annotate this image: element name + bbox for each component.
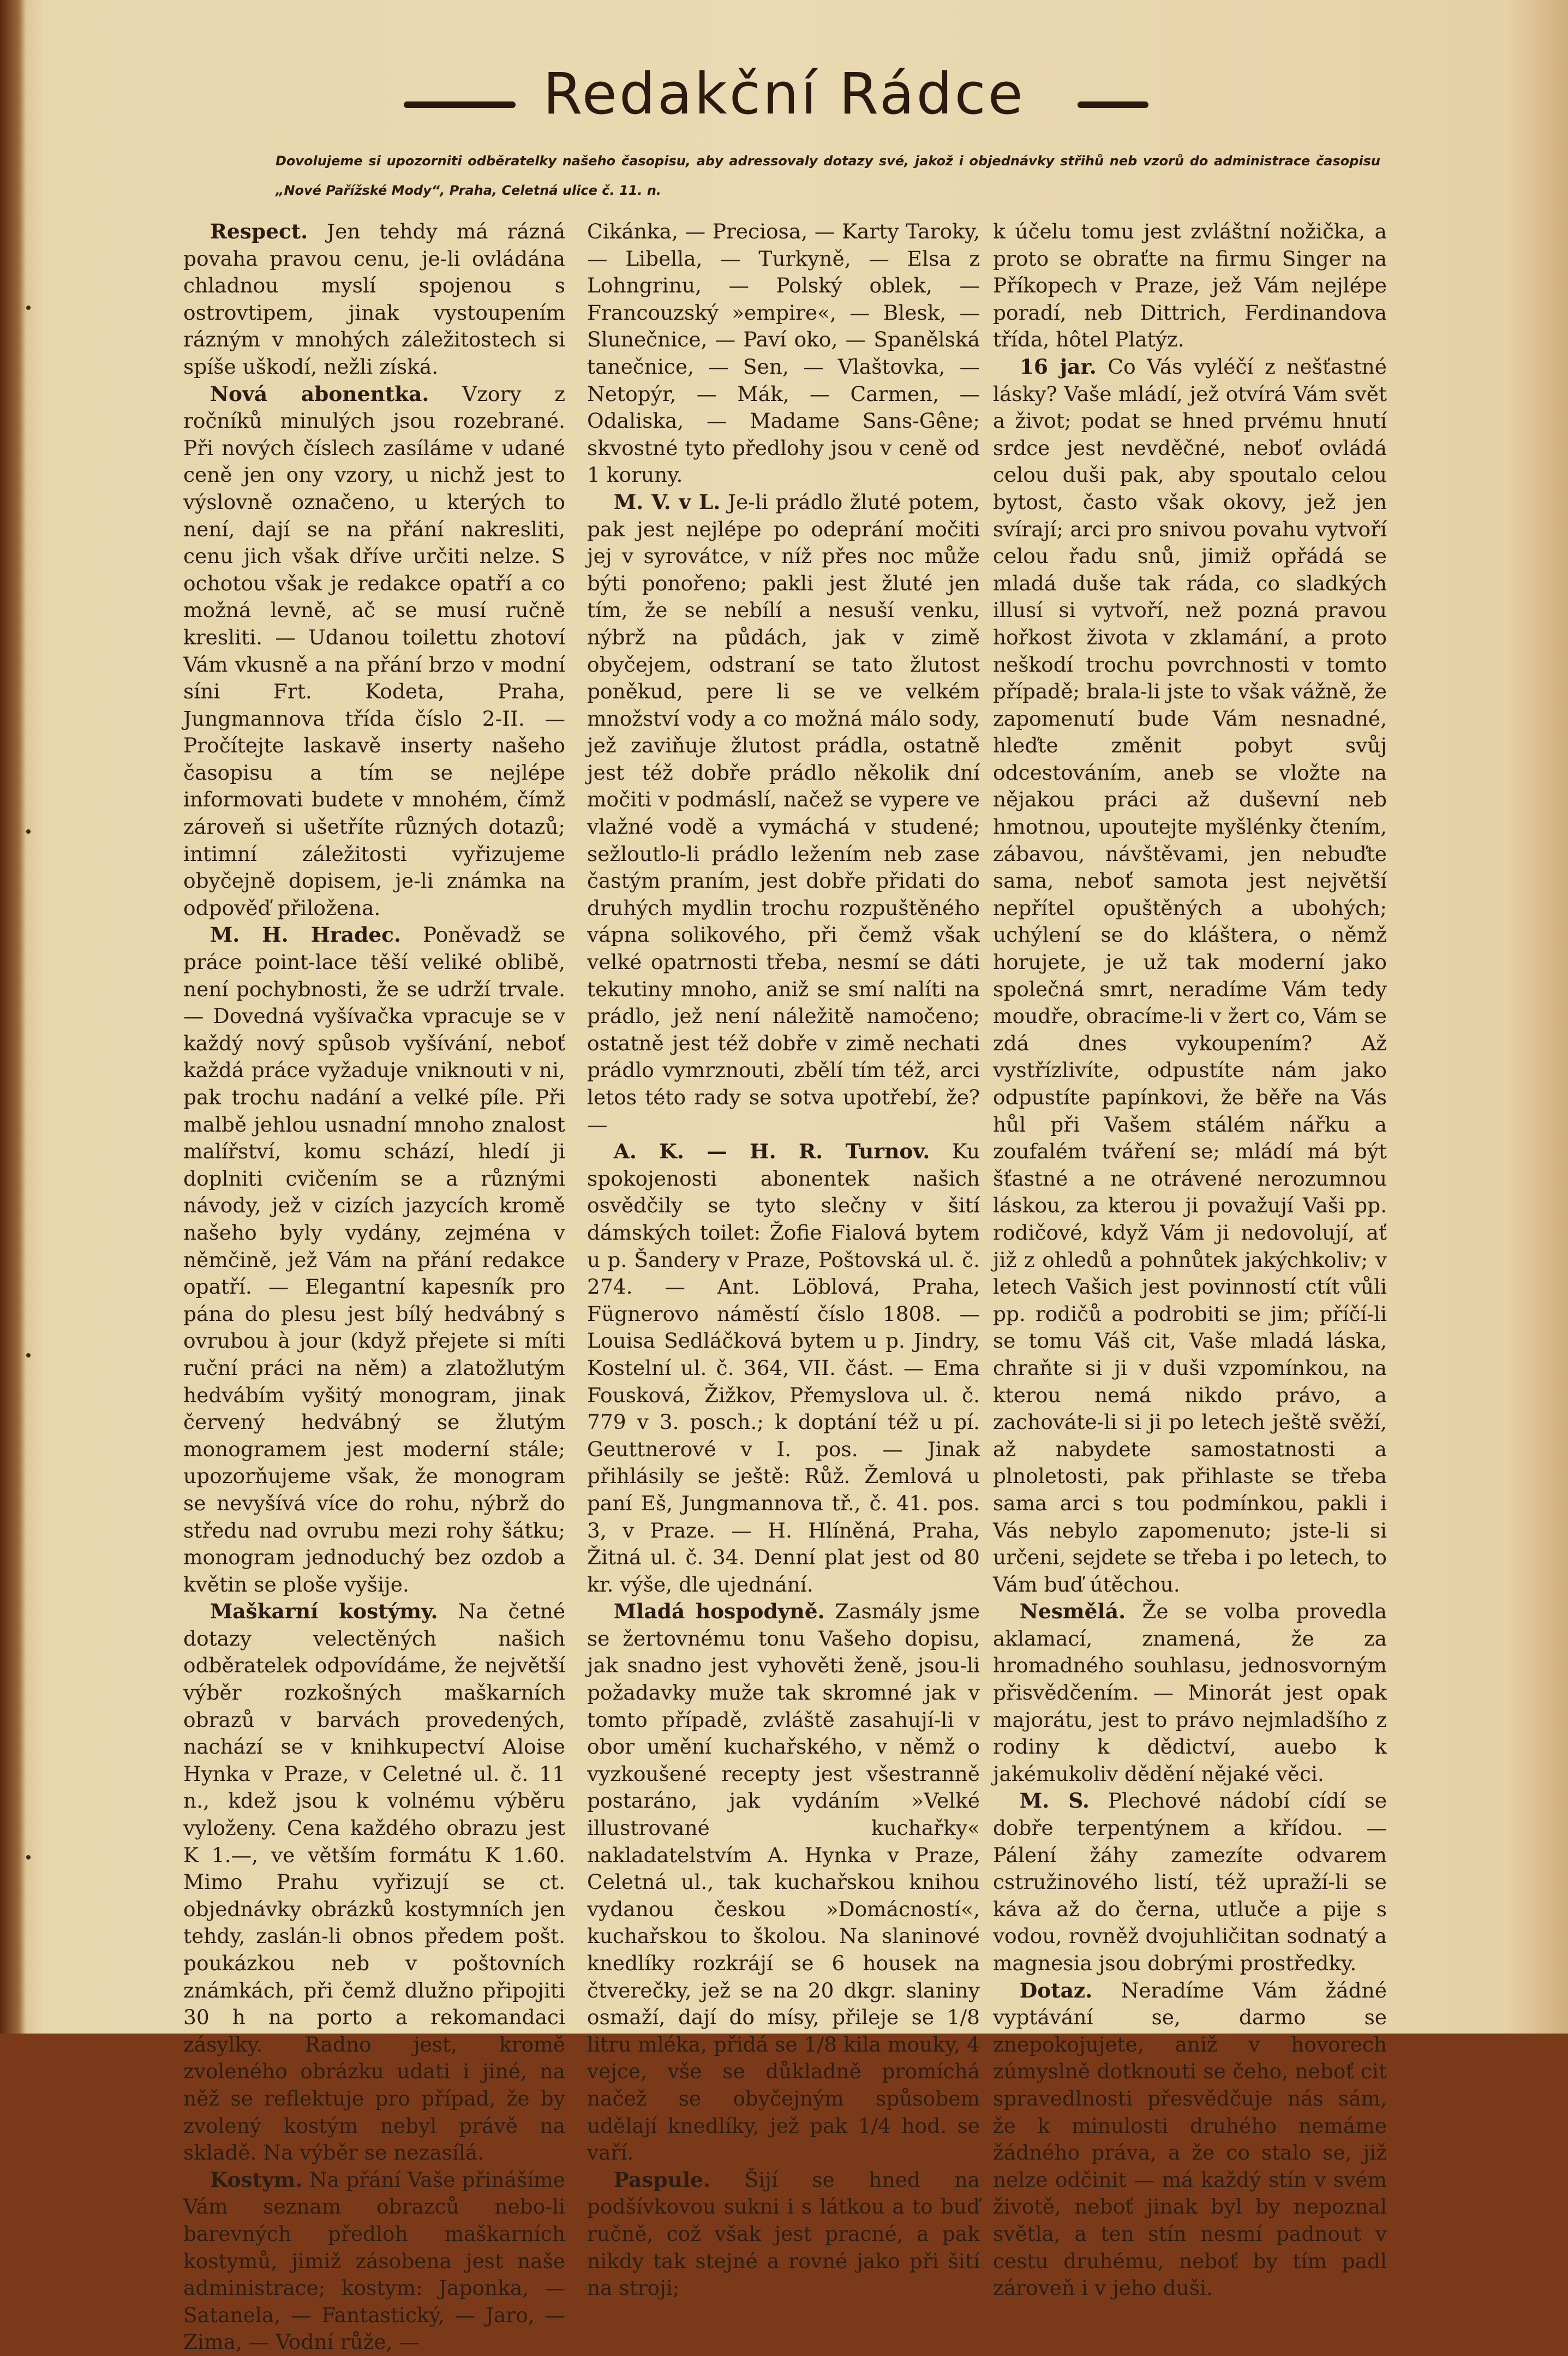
notice-text: Dovolujeme si upozorniti odběratelky našeho časopisu, aby adressovaly dotazy své, jakož i objednávky střihů neb vzorů do administrace časopisu „Nové Pařížské Mody“, Praha, Celetná ulice č. 11. n. [276, 153, 1380, 198]
entry-heading: Respect. [210, 219, 308, 243]
entry-text: Na četné dotazy velectěných našich odběratelek odpovídáme, že největší výběr rozkošných maškarních obrazů v barvách provedených, nachází se v knihkupectví Aloise Hynka v Praze, v Celetné ul. č. 11 n., kdež jsou k volnému výběru vyloženy. Cena každého obrazu jest K 1.—, ve větším formátu K 1.60. Mimo Prahu vyřizují se ct. objednávky obrázků kostymních jen tehdy, zaslán-li obnos předem pošt. poukázkou neb v poštovních známkách, při čemž dlužno připojiti 30 h na porto a rekomandaci zásylky. Radno jest, kromě zvoleného obrázku udati i jiné, na něž se reflektuje pro případ, že by zvolený kostým nebyl právě na skladě. Na výběr se nezasílá. [183, 1599, 566, 2165]
entry-text: Cikánka, — Preciosa, — Karty Taroky, — Libella, — Turkyně, — Elsa z Lohngrinu, — Polský oblek, — Francouzský »empire«, — Blesk, — Slunečnice, — Paví oko, — Spanělská tanečnice, — Sen, — Vlaštovka, — Netopýr, — Mák, — Carmen, — Odaliska, — Madame Sans-Gêne; skvostné tyto předlohy jsou v ceně od 1 koruny. [587, 219, 980, 487]
binding-hole [26, 829, 31, 834]
entry-text: Neradíme Vám žádné vyptávání se, darmo se znepokojujete, aniž v hovorech zúmyslně dotknouti se čeho, neboť cit spravedlnosti přesvědčuje nás sám, že k minulosti druhého nemáme žádného práva, a že co stalo se, již nelze odčinit — má každý stín v svém životě, neboť jinak byl by nepoznal světla, a ten stín nesmí padnout v cestu druhému, neboť by tím padl zároveň i v jeho duši. [993, 1978, 1387, 2300]
page-binding [0, 0, 26, 2034]
entry-heading: A. K. — H. R. Turnov. [613, 1139, 930, 1164]
column-2 [587, 218, 980, 2302]
entry-text: Na přání Vaše přinášíme Vám seznam obrazců nebo-li barevných předloh maškarních kostymů, jimiž zásobena jest naše administrace; kostym: Japonka, — Satanela, — Fantastický, — Jaro, — Zima, — Vodní růže, — [183, 2167, 565, 2354]
entry [183, 1598, 565, 2166]
entry [993, 1787, 1387, 1977]
entry [587, 489, 980, 1138]
entry [587, 1598, 980, 2166]
entry-text: Vzory z ročníků minulých jsou rozebrané. Při nových číslech zasíláme v udané ceně jen ony vzory, u nichž jest to výslovně označeno, u kterých to není, dají se na přání nakresliti, cenu jich však dříve určiti nelze. S ochotou však je redakce opatří a co možná levně, ač se musí ručně kresliti. — Udanou toilettu zhotoví Vám vkusně a na přání brzo v modní síni Frt. Kodeta, Praha, Jungmannova třída číslo 2-II. — Pročítejte laskavě inserty našeho časopisu a tím se nejlépe informovati budete v mnohém, čímž zároveň si ušetříte různých dotazů; intimní záležitosti vyřizujeme obyčejně dopisem, je-li známka na odpověď přiložena. [183, 381, 565, 920]
column-3 [993, 218, 1387, 2302]
entry-heading: Nová abonentka. [210, 381, 429, 406]
entry [587, 1138, 980, 1598]
entry [587, 218, 980, 489]
entry-heading: Maškarní kostýmy. [210, 1599, 438, 1624]
binding-hole [26, 1855, 31, 1859]
entry [183, 922, 565, 1598]
entry [993, 1598, 1387, 1787]
page-title: Redakční Rádce [543, 61, 1025, 127]
binding-hole [26, 306, 31, 310]
entry-text: Jen tehdy má rázná povaha pravou cenu, je-li ovládána chladnou myslí spojenou s ostrovtipem, jinak vystoupením rázným v mnohých záležitostech si spíše uškodí, nežli získá. [183, 219, 565, 379]
column-1 [183, 218, 565, 2356]
entry-heading: M. V. v L. [613, 489, 721, 514]
entry [587, 2167, 980, 2302]
entry-heading: 16 jar. [1019, 354, 1097, 379]
entry-heading: Paspule. [613, 2167, 710, 2192]
entry-heading: Kostym. [210, 2167, 303, 2192]
entry [183, 2167, 565, 2356]
entry-heading: M. H. Hradec. [210, 923, 402, 947]
entry [183, 381, 565, 922]
entry-text: Je-li prádlo žluté potem, pak jest nejlépe po odeprání močiti jej v syrovátce, v níž přes noc může býti ponořeno; pakli jest žluté jen tím, že se nebílí a nesuší venku, nýbrž na půdách, jak v zimě obyčejem, odstraní se tato žlutost poněkud, pere li se ve velkém množství vody a co možná málo sody, jež zaviňuje žlutost prádla, ostatně jest též dobře prádlo několik dní močiti v podmáslí, načež se vypere ve vlažné vodě a vymáchá v studené; sežloutlo-li prádlo ležením neb zase častým praním, jest dobře přidati do druhých mydlin trochu rozpuštěného vápna solikového, při čemž však velké opatrnosti třeba, nesmí se dáti tekutiny mnoho, aniž se smí nalíti na prádlo, jež není náležitě namočeno; ostatně jest též dobře v zimě nechati prádlo vymrznouti, zbělí tím též, arci letos této rady se sotva upotřebí, že? — [587, 489, 980, 1137]
entry-heading: M. S. [1019, 1789, 1090, 1813]
entry-heading: Nesmělá. [1019, 1599, 1126, 1624]
entry-heading: Dotaz. [1019, 1978, 1093, 2002]
entry [183, 218, 565, 381]
entry-text: Zasmály jsme se žertovnému tonu Vašeho dopisu, jak snadno jest vyhověti ženě, jsou-li požadavky muže tak skromné jak v tomto případě, zvláště zasahují-li v obor umění kuchařského, v němž o vyzkoušené recepty jest všestranně postaráno, jak vydáním »Velké illustrované kuchařky« nakladatelstvím A. Hynka v Praze, Celetná ul., tak kuchařskou knihou vydanou českou »Domácností«, kuchařskou to školou. Na slaninové knedlíky rozkrájí se 6 housek na čtverečky, jež se na 20 dkgr. slaniny osmaží, dají do mísy, přileje se 1/8 litru mléka, přidá se 1/8 kila mouky, 4 vejce, vše se důkladně promíchá načež se obyčejným spůsobem udělají knedlíky, jež pak 1/4 hod. se vaří. [587, 1599, 980, 2165]
entry-text: Ku spokojenosti abonentek našich osvědčily se tyto slečny v šití dámských toilet: Žofie Fialová bytem u p. Šandery v Praze, Poštovská ul. č. 274. — Ant. Löblová, Praha, Fügnerovo náměstí číslo 1808. — Louisa Sedláčková bytem u p. Jindry, Kostelní ul. č. 364, VII. část. — Ema Fousková, Žižkov, Přemyslova ul. č. 779 v 3. posch.; k doptání též u pí. Geuttnerové v I. pos. — Jinak přihlásily se ještě: Růž. Žemlová u paní Eš, Jungmannova tř., č. 41. pos. 3, v Praze. — H. Hlíněná, Praha, Žitná ul. č. 34. Denní plat jest od 80 kr. výše, dle ujednání. [587, 1139, 980, 1596]
entry-text: Poněvadž se práce point-lace těší veliké oblibě, není pochybnosti, že se udrží trvale. — Dovedná vyšívačka vpracuje se v každý nový spůsob vyšívání, neboť každá práce vyžaduje vniknouti v ni, pak trochu nadání a velké píle. Při malbě jehlou usnadní mnoho znalost malířství, komu schází, hledí ji doplniti cvičením se a různými návody, jež v cizích jazycích kromě našeho byly vydány, zejména v němčině, jež Vám na přání redakce opatří. — Elegantní kapesník pro pána do plesu jest bílý hedvábný s ovrubou à jour (když přejete si míti ruční práci na něm) a zlatožlutým hedvábím vyšitý monogram, jinak červený hedvábný se žlutým monogramem jest moderní stále; upozorňujeme však, že monogram se nevyšívá více do rohu, nýbrž do středu nad ovrubu mezi rohy šátku; monogram jednoduchý bez ozdob a květin se ploše vyšije. [183, 923, 566, 1596]
entry-text: k účelu tomu jest zvláštní nožička, a proto se obraťte na firmu Singer na Příkopech v Praze, jež Vám nejlépe poradí, neb Dittrich, Ferdinandova třída, hôtel Platýz. [993, 219, 1387, 352]
entry [993, 1977, 1387, 2302]
entry-text: Plechové nádobí cídí se dobře terpentýnem a křídou. — Pálení žáhy zamezíte odvarem cstružinového listí, též upraží-li se káva až do černa, utluče a pije s vodou, rovněž dvojuhličitan sodnatý a magnesia jsou dobrými prostředky. [993, 1789, 1387, 1975]
binding-hole [26, 1353, 31, 1358]
entry-heading: Mladá hospodyně. [613, 1599, 825, 1624]
entry-text: Že se volba provedla aklamací, znamená, že za hromadného souhlasu, jednosvorným přisvědčením. — Minorát jest opak majorátu, jest to právo nejmladšího z rodiny k dědictví, auebo k jakémukoliv dědění nějaké věci. [993, 1599, 1387, 1786]
entry-text: Šijí se hned na podšívkovou sukni i s látkou a to buď ručně, což však jest pracné, a pak nikdy tak stejné a rovné jako při šití na stroji; [587, 2167, 980, 2300]
entry [993, 354, 1387, 1598]
entry-text: Co Vás vyléčí z nešťastné lásky? Vaše mládí, jež otvírá Vám svět a život; podat se hned prvému hnutí srdce jest nevděčné, neboť ovládá celou duši pak, aby spoutalo celou bytost, často však okovy, jež jen svírají; arci pro snivou povahu vytvoří celou řadu snů, jimiž opřádá se mladá duše tak ráda, co sladkých illusí si vytvoří, než pozná pravou hořkost života v zklamání, a proto neškodí trochu povrchnosti v tomto případě; brala-li jste to však vážně, že zapomenutí bude Vám nesnadné, hleďte změnit pobyt svůj odcestováním, aneb se vložte na nějakou práci až duševní neb hmotnou, upoutejte myšlénky čtením, zábavou, návštěvami, jen nebuďte sama, neboť samota jest největší nepřítel opuštěných a ubohých; uchýlení se do kláštera, o němž horujete, je už tak moderní jako společná smrt, neradíme Vám tedy moudře, obracíme-li v žert co, Vám se zdá dnes vykoupením? Až vystřízlivíte, odpustíte nám jako odpustíte papínkovi, že běře na Vás hůl při Vašem stálém nářku a zoufalém tváření se; mládí má být šťastné a ne otrávené nerozumnou láskou, za kterou ji považují Vaši pp. rodičové, když Vám ji nedovolují, ať již z ohledů a pohnůtek jakýchkoliv; v letech Vašich jest povinností ctít vůli pp. rodičů a podrobiti se jim; příčí-li se tomu Váš cit, Vaše mladá láska, chraňte si ji v duši vzpomínkou, na kterou nemá nikdo právo, a zachováte-li si ji po letech ještě svěží, až nabydete samostatnosti a plnoletosti, pak přihlaste se třeba sama arci s tou podmínkou, pakli i Vás nebylo zapomenuto; jste-li si určeni, sejdete se třeba i po letech, to Vám buď útěchou. [993, 354, 1387, 1596]
entry [993, 218, 1387, 354]
